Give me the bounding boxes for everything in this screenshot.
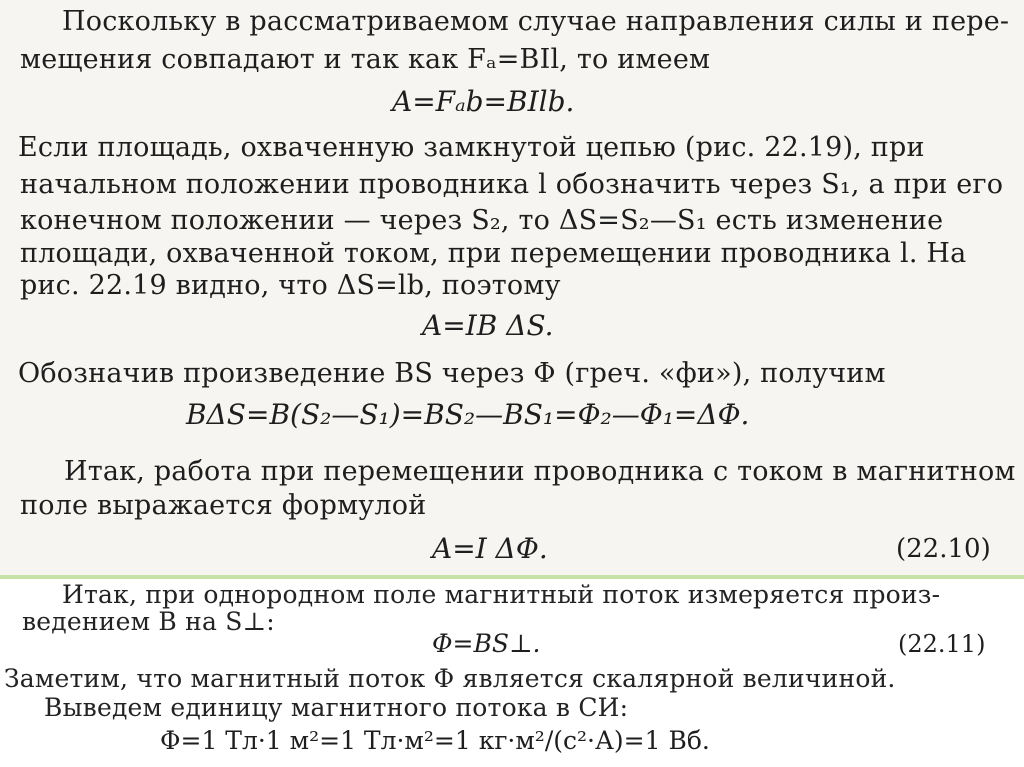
- formula-flux: Φ=BS⊥.: [432, 629, 541, 658]
- text-line-4: начальном положении проводника l обозначить через S₁, а при его: [20, 169, 1004, 200]
- formula-work: A=Fₐb=BIlb.: [392, 85, 575, 118]
- text-line-11: Итак, при однородном поле магнитный поток измеряется произ-: [62, 580, 941, 609]
- separator-line: [0, 575, 1024, 579]
- equation-number-22-10: (22.10): [896, 534, 991, 564]
- text-line-14: Выведем единицу магнитного потока в СИ:: [44, 693, 629, 722]
- text-line-5: конечном положении — через S₂, то ΔS=S₂—S₁ есть изменение: [20, 205, 944, 236]
- text-line-13: Заметим, что магнитный поток Φ является скалярной величиной.: [4, 664, 896, 693]
- text-line-2: мещения совпадают и так как Fₐ=BIl, то имеем: [20, 44, 711, 75]
- formula-flux-change: BΔS=B(S₂—S₁)=BS₂—BS₁=Φ₂—Φ₁=ΔΦ.: [186, 398, 750, 431]
- text-line-3: Если площадь, охваченную замкнутой цепью (рис. 22.19), при: [18, 132, 925, 163]
- equation-number-22-11: (22.11): [898, 630, 986, 658]
- text-line-8: Обозначив произведение BS через Φ (греч. «фи»), получим: [18, 358, 886, 389]
- text-line-6: площади, охваченной током, при перемещении проводника l. На: [20, 238, 967, 269]
- formula-area-work: A=IB ΔS.: [422, 309, 554, 342]
- text-line-7: рис. 22.19 видно, что ΔS=lb, поэтому: [20, 270, 561, 301]
- formula-work-flux: A=I ΔΦ.: [432, 532, 548, 565]
- text-line-10: поле выражается формулой: [20, 490, 427, 521]
- text-line-1: Поскольку в рассматриваемом случае направления силы и пере-: [62, 6, 1010, 37]
- formula-weber: Φ=1 Тл·1 м²=1 Тл·м²=1 кг·м²/(с²·А)=1 Вб.: [160, 726, 710, 755]
- text-line-12: ведением B на S⊥:: [22, 607, 275, 636]
- text-line-9: Итак, работа при перемещении проводника с током в магнитном: [64, 456, 1016, 487]
